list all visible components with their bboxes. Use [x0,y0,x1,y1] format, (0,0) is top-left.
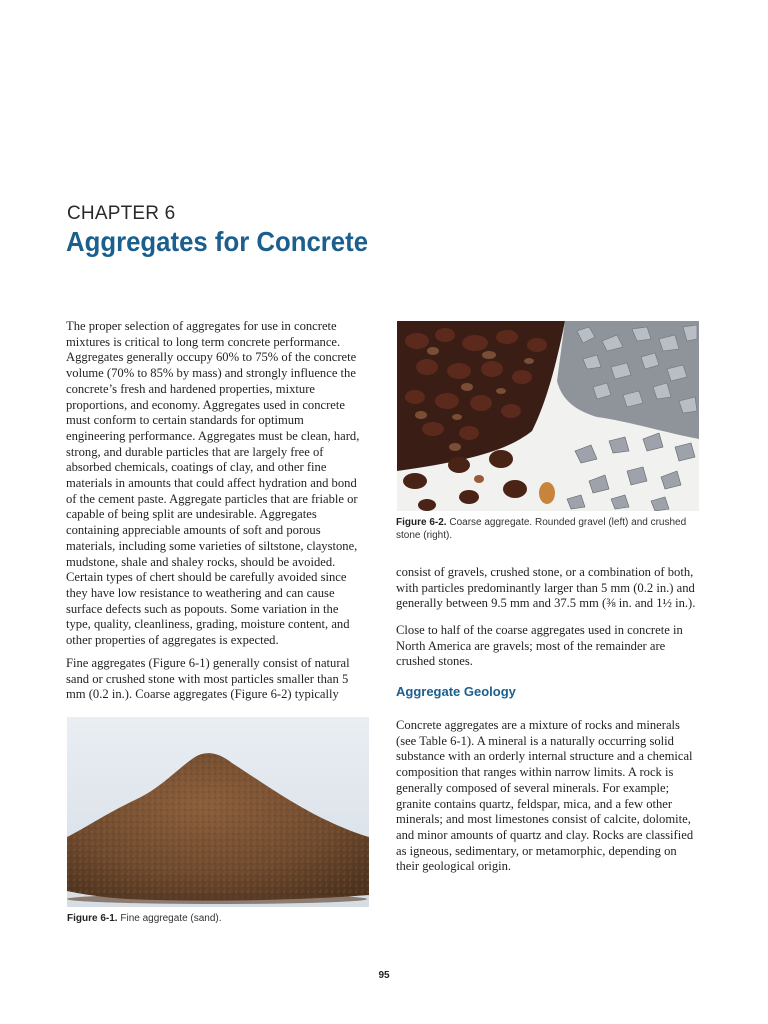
caption-text: Coarse aggregate. Rounded gravel (left) and crushed stone (right). [396,517,687,541]
figure-fine-aggregate-image [67,717,369,907]
figure-coarse-aggregate-caption [396,517,696,542]
figure-label: Figure 6-1. [67,913,118,924]
geology-paragraph: Concrete aggregates are a mixture of rocks and minerals (see Table 6-1). A mineral is a naturally occurring solid substance with an orderly internal structure and a chemical composition that ranges within narrow limits. A rock is generally composed of several minerals. For example; granite contains quartz, feldspar, mica, and a few other minerals; and most limestones consist of calcite, dolomite, and minor amounts of quartz and clay. Rocks are classified as igneous, sedimentary, or metamorphic, depending on their geological origin. [396,718,694,874]
gravel-paragraph: Close to half of the coarse aggregates used in concrete in North America are gravels; most of the remainder are crushed stones. [396,623,683,669]
chapter-label: CHAPTER 6 [67,203,176,224]
coarse-aggregate-paragraph: consist of gravels, crushed stone, or a combination of both, with particles predominantly larger than 5 mm (0.2 in.) and generally between 9.5 mm and 37.5 mm (⅜ in. and 1½ in.). [396,565,696,611]
figure-coarse-aggregate-image [397,321,699,511]
fine-aggregate-paragraph: Fine aggregates (Figure 6-1) generally consist of natural sand or crushed stone with most particles smaller than 5 mm (0.2 in.). Coarse aggregates (Figure 6-2) typically [66,656,350,702]
section-heading-aggregate-geology: Aggregate Geology [396,684,516,699]
intro-paragraph: The proper selection of aggregates for use in concrete mixtures is critical to long term concrete performance. Aggregates generally occupy 60% to 75% of the concrete volume (70% to 85% by mass) and strongly influence the concrete’s fresh and hardened properties, mixture proportions, and economy. Aggregates used in concrete must conform to certain standards for optimum engineering performance. Aggregates must be clean, hard, strong, and durable particles that are largely free of absorbed chemicals, coatings of clay, and other fine materials in amounts that could affect hydration and bond of the cement paste. Aggregate particles that are friable or capable of being split are undesirable. Aggregates containing appreciable amounts of soft and porous materials, including some varieties of siltstone, claystone, mudstone, shale and shaley rocks, should be avoided. Certain types of chert should be carefully avoided since they have low resistance to weathering and can cause surface defects such as popouts. Some variation in the type, quality, cleanliness, grading, moisture content, and other properties of aggregates is expected. [66,319,360,648]
chapter-title: Aggregates for Concrete [66,226,369,257]
figure-fine-aggregate-caption [67,913,369,926]
figure-label: Figure 6-2. [396,517,447,528]
caption-text: Fine aggregate (sand). [120,913,222,924]
page-number: 95 [378,970,390,981]
